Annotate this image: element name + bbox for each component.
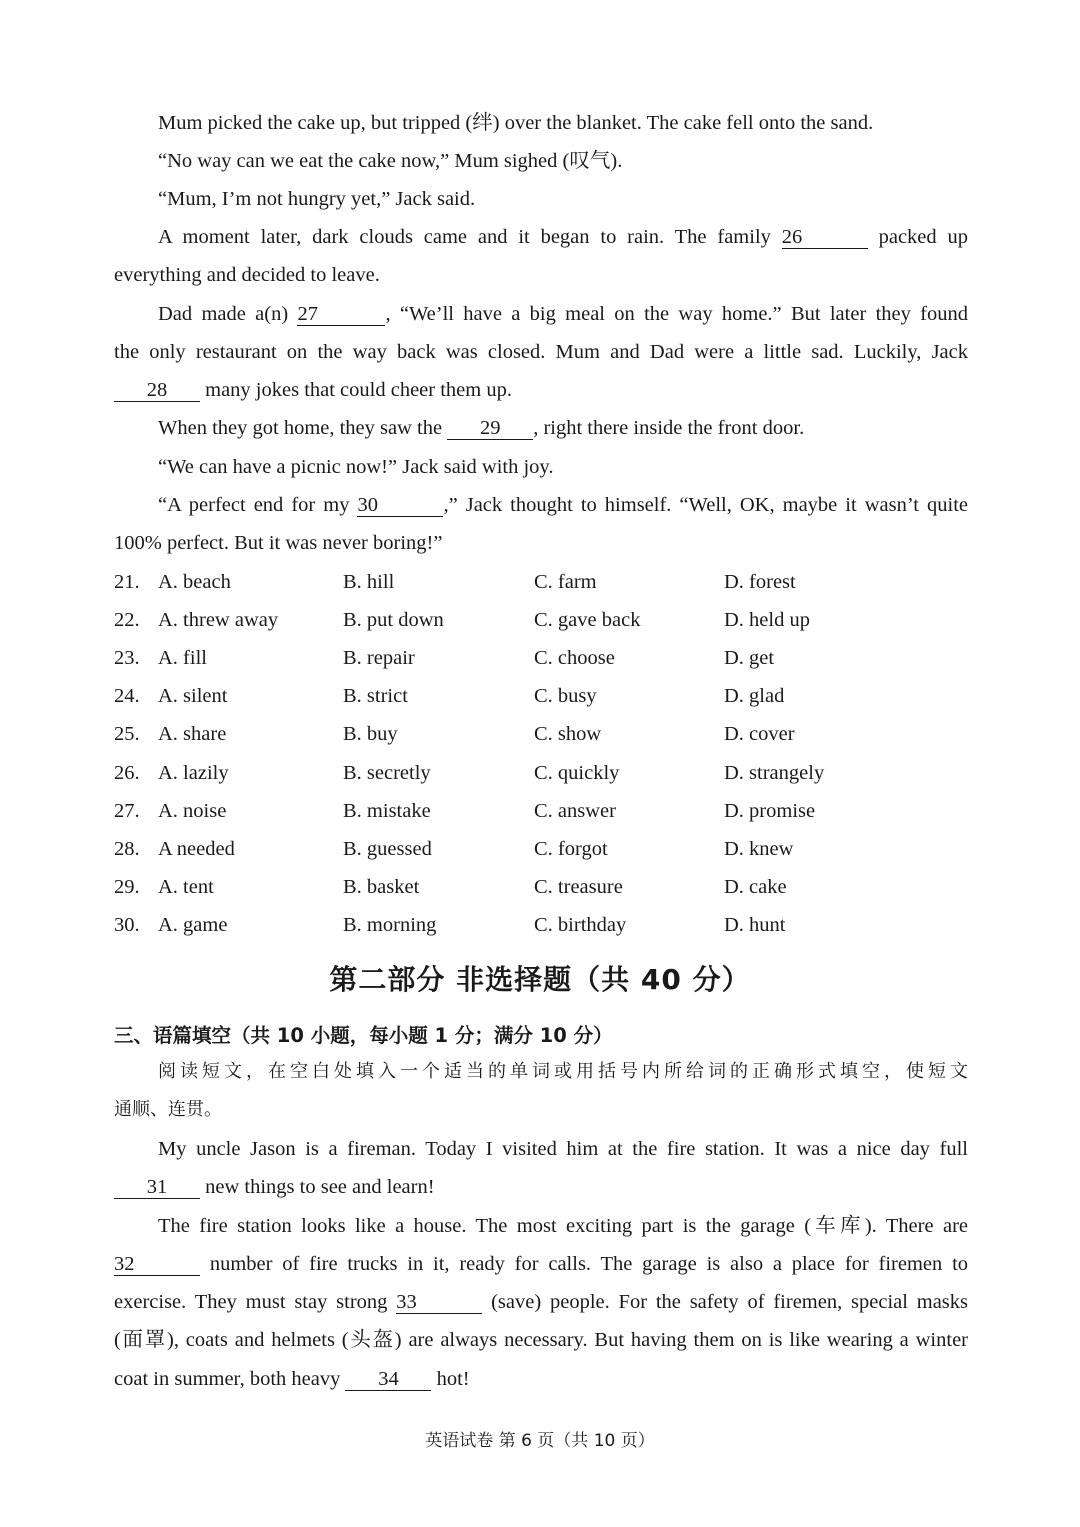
passage-line bbox=[158, 218, 968, 256]
question-number: 21. bbox=[114, 571, 140, 593]
option-c[interactable]: C. busy bbox=[534, 685, 597, 707]
option-d[interactable]: D. promise bbox=[724, 800, 816, 822]
option-row bbox=[114, 754, 974, 792]
option-b[interactable]: B. buy bbox=[343, 723, 398, 745]
question-number: 22. bbox=[114, 609, 140, 631]
passage-line bbox=[114, 1360, 968, 1398]
text: , “We’ll have a big meal on the way home.” But later they found bbox=[385, 303, 968, 325]
blank-33[interactable]: 33 bbox=[396, 1291, 482, 1314]
passage-line bbox=[114, 371, 968, 409]
text: (save) people. For the safety of firemen, special masks bbox=[491, 1291, 969, 1313]
option-d[interactable]: D. cover bbox=[724, 723, 795, 745]
blank-28[interactable]: 28 bbox=[114, 379, 200, 402]
option-d[interactable]: D. knew bbox=[724, 838, 794, 860]
blank-32[interactable]: 32 bbox=[114, 1253, 200, 1276]
option-c[interactable]: C. answer bbox=[534, 800, 616, 822]
blank-29[interactable]: 29 bbox=[447, 417, 533, 440]
option-row bbox=[114, 677, 974, 715]
option-row bbox=[114, 639, 974, 677]
option-d[interactable]: D. get bbox=[724, 647, 775, 669]
text: Dad made a(n) bbox=[158, 303, 289, 325]
passage-line bbox=[158, 486, 968, 524]
text: packed up bbox=[878, 226, 969, 248]
passage-line bbox=[114, 1245, 968, 1283]
option-c[interactable]: C. farm bbox=[534, 571, 597, 593]
question-number: 25. bbox=[114, 723, 140, 745]
option-b[interactable]: B. strict bbox=[343, 685, 408, 707]
passage-line: the only restaurant on the way back was closed. Mum and Dad were a little sad. Luckily, Jack bbox=[114, 341, 968, 363]
option-a[interactable]: A. game bbox=[158, 914, 228, 936]
option-d[interactable]: D. hunt bbox=[724, 914, 786, 936]
text: , right there inside the front door. bbox=[533, 417, 805, 439]
option-d[interactable]: D. held up bbox=[724, 609, 810, 631]
option-a[interactable]: A. silent bbox=[158, 685, 228, 707]
option-d[interactable]: D. strangely bbox=[724, 762, 825, 784]
passage-line: “We can have a picnic now!” Jack said with joy. bbox=[158, 456, 554, 478]
option-b[interactable]: B. basket bbox=[343, 876, 420, 898]
section-title: 第二部分 非选择题（共 40 分） bbox=[329, 963, 751, 996]
option-b[interactable]: B. secretly bbox=[343, 762, 431, 784]
option-a[interactable]: A. share bbox=[158, 723, 227, 745]
question-number: 29. bbox=[114, 876, 140, 898]
instruction-line: 通顺、连贯。 bbox=[114, 1099, 222, 1120]
question-number: 24. bbox=[114, 685, 140, 707]
blank-26[interactable]: 26 bbox=[782, 226, 868, 249]
passage-line bbox=[158, 295, 968, 333]
option-row bbox=[114, 792, 974, 830]
passage-line: Mum picked the cake up, but tripped (绊) over the blanket. The cake fell onto the sand. bbox=[158, 112, 874, 134]
option-a[interactable]: A. tent bbox=[158, 876, 214, 898]
passage-line bbox=[158, 409, 968, 447]
text: many jokes that could cheer them up. bbox=[205, 379, 512, 401]
page-footer: 英语试卷 第 6 页（共 10 页） bbox=[425, 1431, 655, 1451]
option-b[interactable]: B. put down bbox=[343, 609, 444, 631]
option-a[interactable]: A. lazily bbox=[158, 762, 229, 784]
text: When they got home, they saw the bbox=[158, 417, 443, 439]
option-b[interactable]: B. guessed bbox=[343, 838, 432, 860]
option-b[interactable]: B. repair bbox=[343, 647, 415, 669]
option-c[interactable]: C. choose bbox=[534, 647, 615, 669]
option-a[interactable]: A. noise bbox=[158, 800, 227, 822]
passage-line: (面罩), coats and helmets (头盔) are always necessary. But having them on is like wearing a winter bbox=[114, 1329, 968, 1351]
option-b[interactable]: B. morning bbox=[343, 914, 437, 936]
passage-line: My uncle Jason is a fireman. Today I visited him at the fire station. It was a nice day full bbox=[158, 1138, 968, 1160]
option-row bbox=[114, 715, 974, 753]
text: hot! bbox=[436, 1368, 470, 1390]
option-c[interactable]: C. quickly bbox=[534, 762, 620, 784]
text: number of fire trucks in it, ready for calls. The garage is also a place for firemen to bbox=[209, 1253, 969, 1275]
option-row bbox=[114, 830, 974, 868]
blank-31[interactable]: 31 bbox=[114, 1176, 200, 1199]
question-number: 23. bbox=[114, 647, 140, 669]
blank-34[interactable]: 34 bbox=[345, 1368, 431, 1391]
blank-30[interactable]: 30 bbox=[357, 494, 443, 517]
passage-line: 100% perfect. But it was never boring!” bbox=[114, 532, 443, 554]
option-c[interactable]: C. treasure bbox=[534, 876, 623, 898]
passage-line: everything and decided to leave. bbox=[114, 264, 380, 286]
text: A moment later, dark clouds came and it began to rain. The family bbox=[158, 226, 771, 248]
option-a[interactable]: A. fill bbox=[158, 647, 207, 669]
passage-line: The fire station looks like a house. The most exciting part is the garage (车库). There are bbox=[158, 1215, 968, 1237]
text: new things to see and learn! bbox=[205, 1176, 435, 1198]
passage-line bbox=[114, 1168, 968, 1206]
option-c[interactable]: C. show bbox=[534, 723, 602, 745]
option-b[interactable]: B. mistake bbox=[343, 800, 431, 822]
question-number: 27. bbox=[114, 800, 140, 822]
option-row bbox=[114, 601, 974, 639]
text: coat in summer, both heavy bbox=[114, 1368, 341, 1390]
instruction-line: 阅读短文，在空白处填入一个适当的单词或用括号内所给词的正确形式填空，使短文 bbox=[158, 1061, 968, 1082]
option-row bbox=[114, 906, 974, 944]
option-b[interactable]: B. hill bbox=[343, 571, 395, 593]
question-number: 30. bbox=[114, 914, 140, 936]
passage-line bbox=[114, 1283, 968, 1321]
option-c[interactable]: C. gave back bbox=[534, 609, 641, 631]
text: exercise. They must stay strong bbox=[114, 1291, 388, 1313]
subsection-title: 三、语篇填空（共 10 小题，每小题 1 分；满分 10 分） bbox=[114, 1024, 613, 1047]
text: ,” Jack thought to himself. “Well, OK, maybe it wasn’t quite bbox=[443, 494, 968, 516]
question-number: 28. bbox=[114, 838, 140, 860]
option-a[interactable]: A needed bbox=[158, 838, 235, 860]
option-row bbox=[114, 563, 974, 601]
passage-line: “No way can we eat the cake now,” Mum sighed (叹气). bbox=[158, 150, 623, 172]
blank-27[interactable]: 27 bbox=[297, 303, 385, 326]
option-c[interactable]: C. birthday bbox=[534, 914, 627, 936]
passage-line: “Mum, I’m not hungry yet,” Jack said. bbox=[158, 188, 476, 210]
option-d[interactable]: D. forest bbox=[724, 571, 796, 593]
option-row bbox=[114, 868, 974, 906]
option-c[interactable]: C. forgot bbox=[534, 838, 608, 860]
question-number: 26. bbox=[114, 762, 140, 784]
option-d[interactable]: D. glad bbox=[724, 685, 785, 707]
option-a[interactable]: A. beach bbox=[158, 571, 231, 593]
option-d[interactable]: D. cake bbox=[724, 876, 787, 898]
option-a[interactable]: A. threw away bbox=[158, 609, 279, 631]
text: “A perfect end for my bbox=[158, 494, 350, 516]
